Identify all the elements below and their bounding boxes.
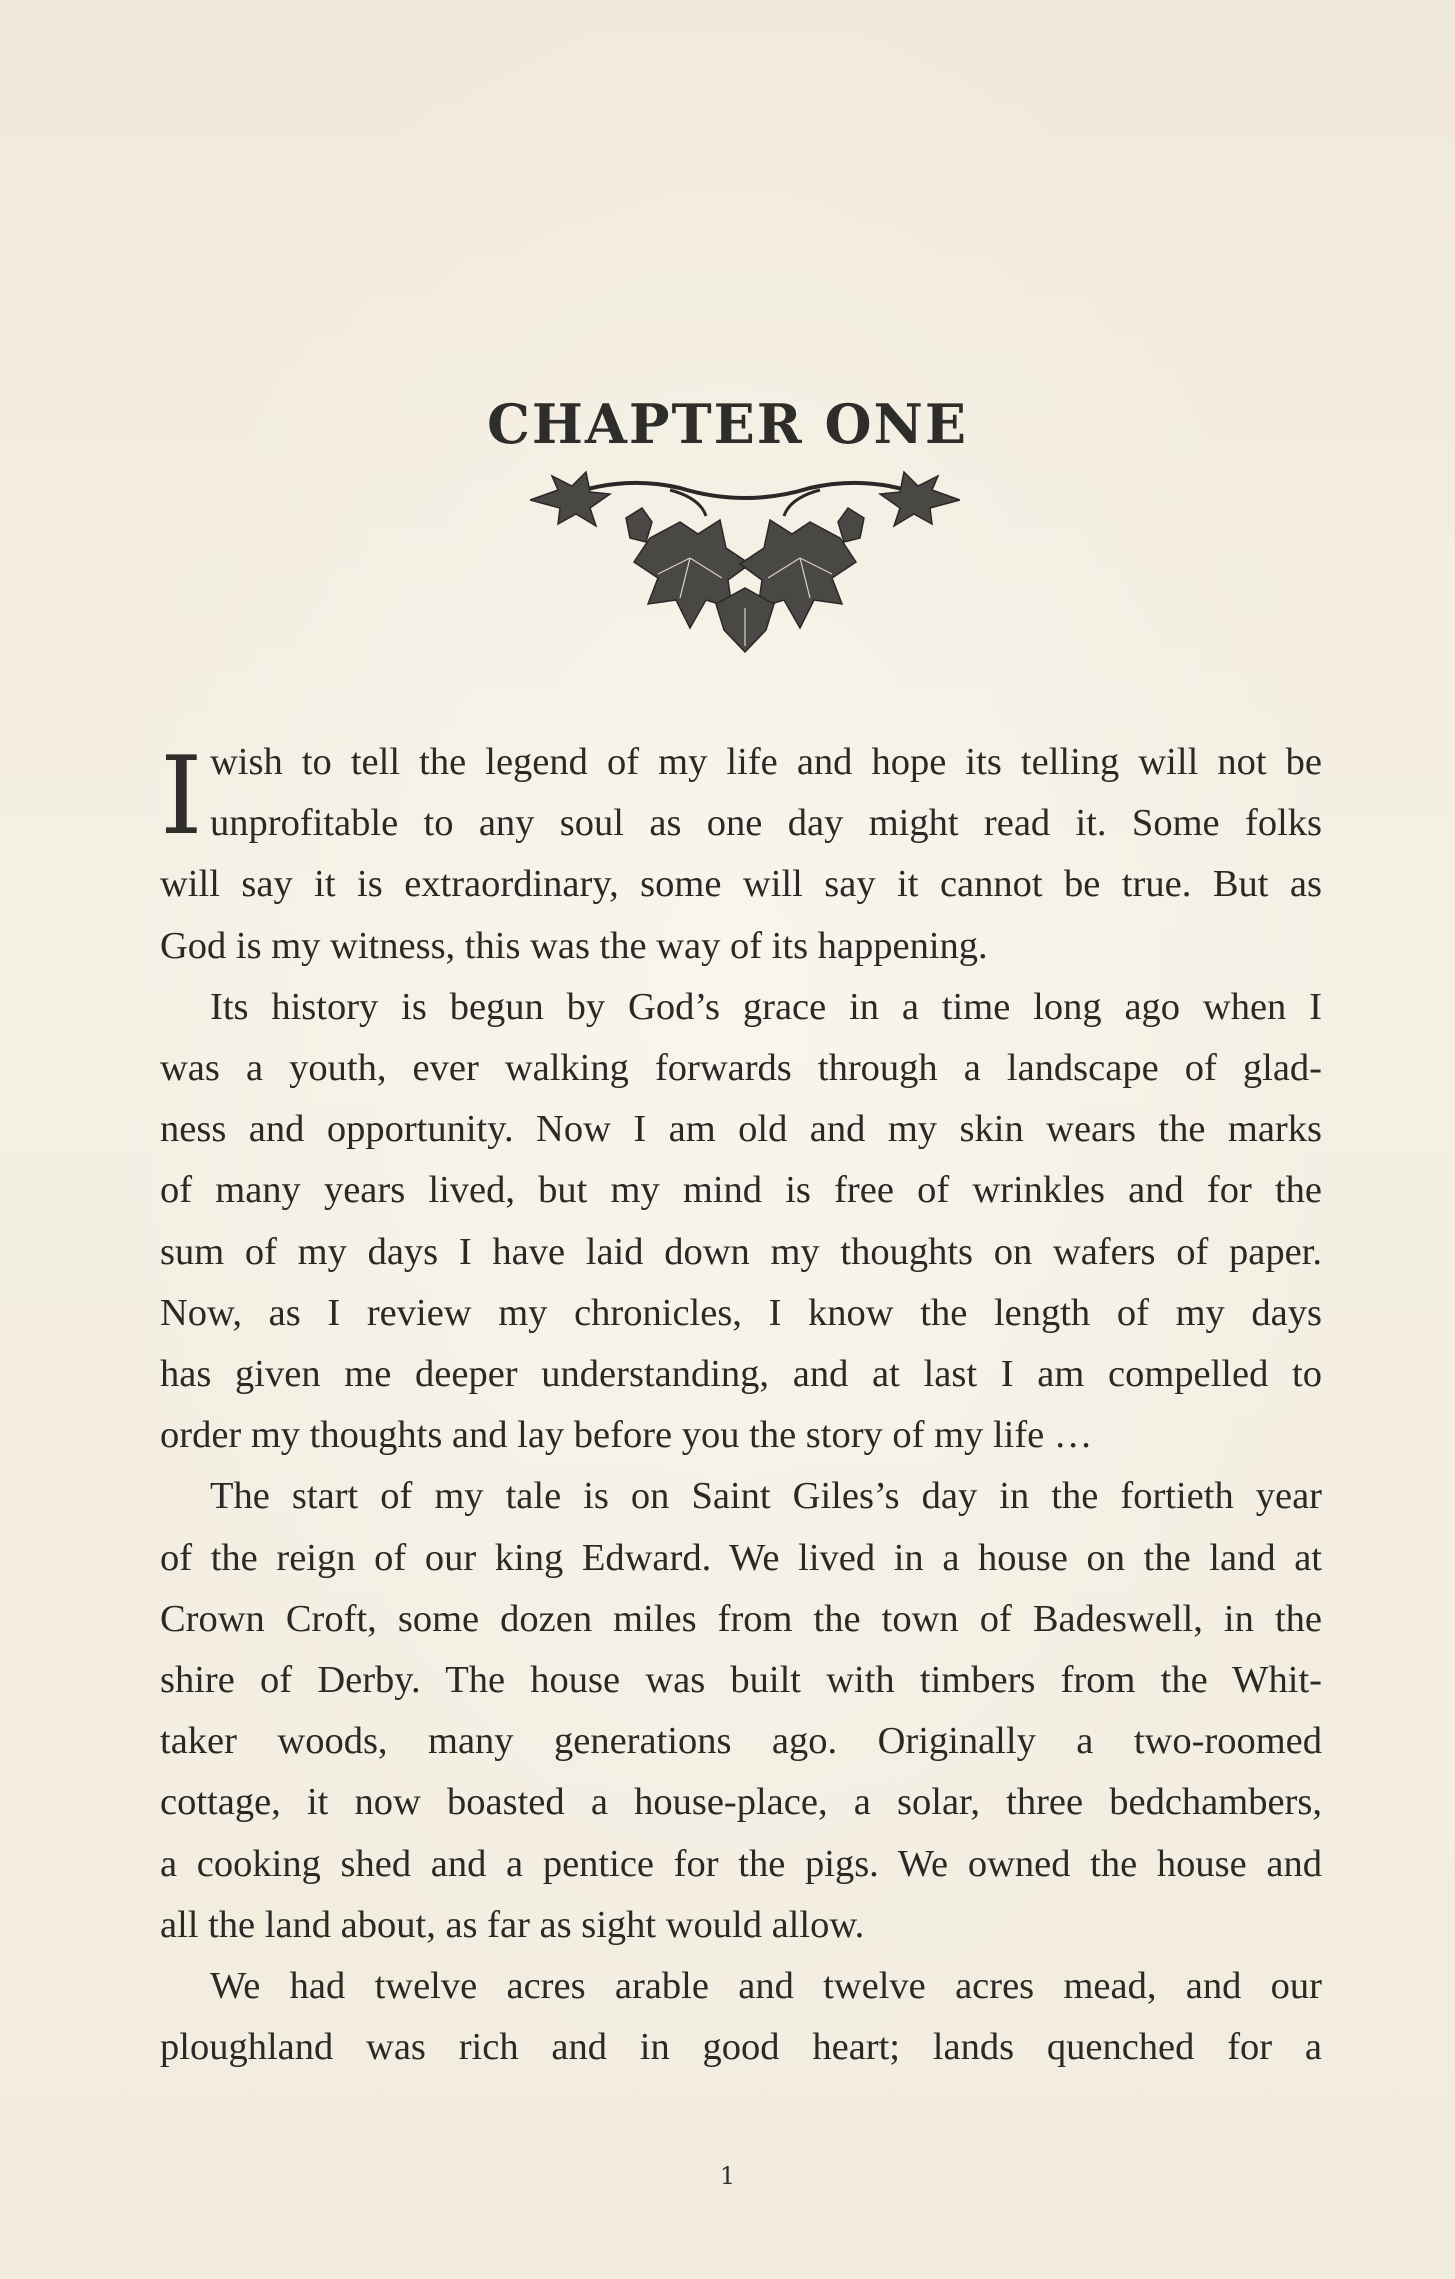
- text-line: has given me deeper understanding, and at last I am compelled to: [160, 1353, 1322, 1396]
- text-line: shire of Derby. The house was built with timbers from the Whit-: [160, 1659, 1322, 1702]
- text-line: was a youth, ever walking forwards through a landscape of glad-: [160, 1047, 1322, 1090]
- text-line: a cooking shed and a pentice for the pigs. We owned the house and: [160, 1842, 1322, 1885]
- text-line: The start of my tale is on Saint Giles’s day in the fortieth year: [210, 1475, 1322, 1518]
- text-line: order my thoughts and lay before you the story of my life …: [160, 1414, 1093, 1457]
- paragraph-1: [160, 732, 1322, 859]
- paragraph-2: [160, 977, 1322, 1467]
- paragraph-3: [160, 1466, 1322, 1956]
- text-line: ness and opportunity. Now I am old and my skin wears the marks: [160, 1108, 1322, 1151]
- text-line: sum of my days I have laid down my thoughts on wafers of paper.: [160, 1230, 1322, 1273]
- text-line: wish to tell the legend of my life and hope its telling will not be: [210, 741, 1322, 783]
- page-number: 1: [719, 2162, 736, 2190]
- body-text: [160, 732, 1322, 2078]
- text-line: cottage, it now boasted a house-place, a solar, three bedchambers,: [160, 1781, 1322, 1824]
- ivy-ornament-icon: [530, 468, 960, 653]
- chapter-title: CHAPTER ONE: [486, 392, 969, 456]
- paragraph-4: [160, 1956, 1322, 2078]
- text-line: will say it is extraordinary, some will say it cannot be true. But as: [160, 863, 1322, 906]
- text-line: Now, as I review my chronicles, I know the length of my days: [160, 1291, 1322, 1334]
- text-line: unprofitable to any soul as one day might read it. Some folks: [210, 802, 1322, 845]
- drop-cap: I: [160, 734, 203, 859]
- text-line: Crown Croft, some dozen miles from the town of Badeswell, in the: [160, 1597, 1322, 1640]
- text-line: We had twelve acres arable and twelve acres mead, and our: [210, 1965, 1322, 2008]
- text-line: ploughland was rich and in good heart; lands quenched for a: [160, 2026, 1322, 2069]
- paragraph-1-continued: [160, 854, 1322, 976]
- text-line: God is my witness, this was the way of its happening.: [160, 924, 988, 967]
- text-line: all the land about, as far as sight would allow.: [160, 1903, 865, 1946]
- text-line: Its history is begun by God’s grace in a time long ago when I: [210, 985, 1322, 1028]
- text-line: taker woods, many generations ago. Originally a two-roomed: [160, 1720, 1322, 1763]
- text-line: of the reign of our king Edward. We lived in a house on the land at: [160, 1536, 1322, 1579]
- text-line: of many years lived, but my mind is free of wrinkles and for the: [160, 1169, 1322, 1212]
